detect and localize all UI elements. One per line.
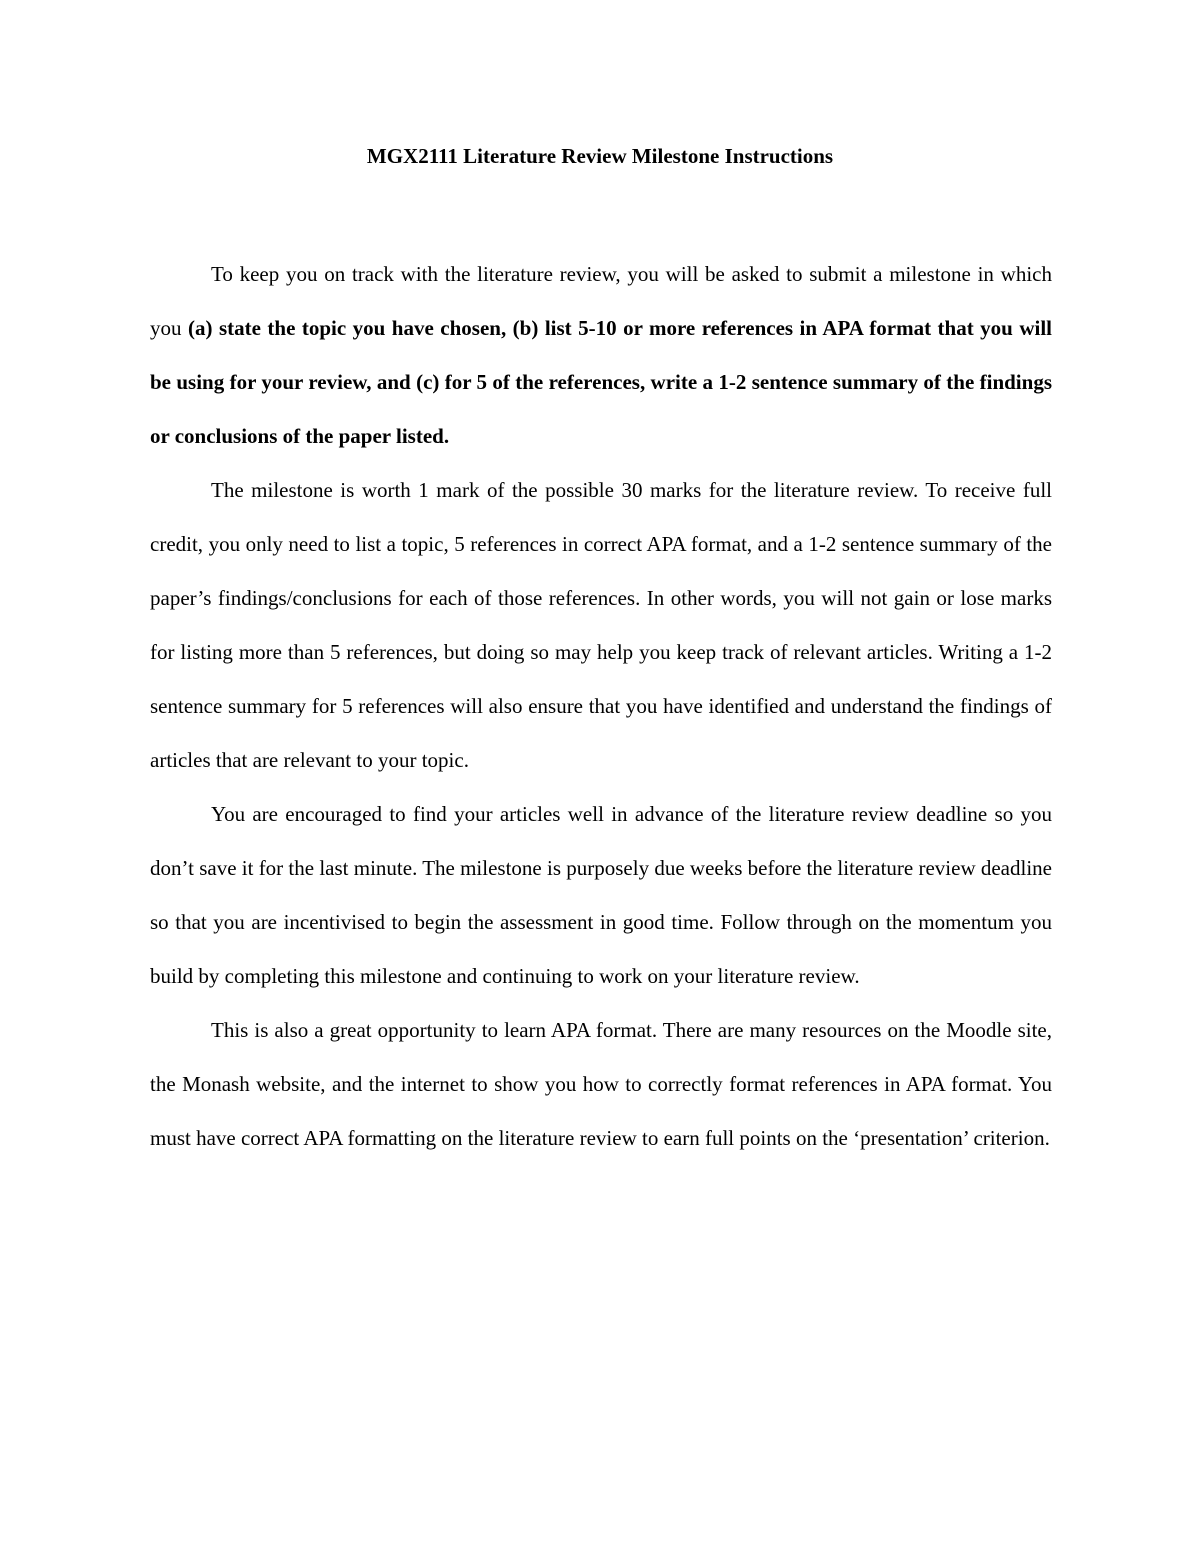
paragraph-emphasis-text: (a) state the topic you have chosen, (b) list 5-10 or more references in APA format that you will be using for your review, and (c) for 5 of the references, write a 1-2 sentence summary of the findings or conclusions of the paper listed.	[150, 316, 1053, 448]
document-title: MGX2111 Literature Review Milestone Instructions	[366, 144, 834, 168]
document-body	[150, 247, 1052, 1165]
paragraph-encouragement: You are encouraged to find your articles well in advance of the literature review deadline so you don’t save it for the last minute. The milestone is purposely due weeks before the literature review deadline so that you are incentivised to begin the assessment in good time. Follow through on the momentum you build by completing this milestone and continuing to work on your literature review.	[150, 802, 1052, 988]
paragraph-submission-requirements	[150, 247, 1052, 463]
paragraph-apa-format: This is also a great opportunity to learn APA format. There are many resources on the Moodle site, the Monash website, and the internet to show you how to correctly format references in APA format. You must have correct APA formatting on the literature review to earn full points on the ‘presentation’ criterion.	[150, 1018, 1052, 1150]
paragraph-marks-info: The milestone is worth 1 mark of the possible 30 marks for the literature review. To receive full credit, you only need to list a topic, 5 references in correct APA format, and a 1-2 sentence summary of the paper’s findings/conclusions for each of those references. In other words, you will not gain or lose marks for listing more than 5 references, but doing so may help you keep track of relevant articles. Writing a 1-2 sentence summary for 5 references will also ensure that you have identified and understand the findings of articles that are relevant to your topic.	[150, 478, 1052, 772]
paragraph-intro-text: To keep you on track with the literature review, you will be asked to submit a milestone in which you	[150, 262, 1052, 340]
